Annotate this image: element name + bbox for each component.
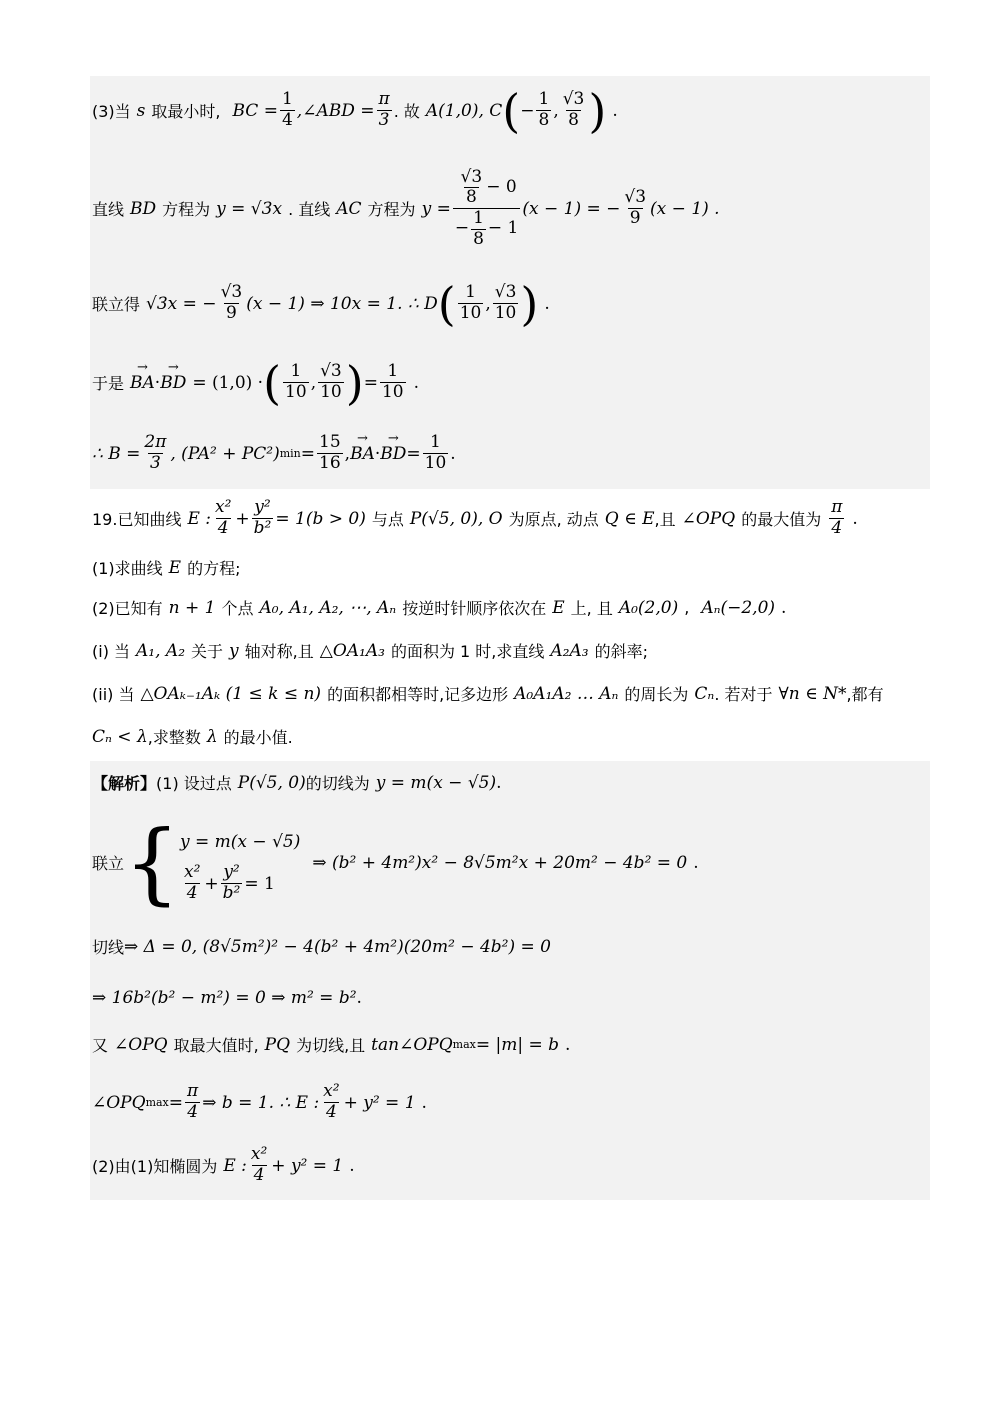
therefore-line: ∴ B = $\frac{2\pi}{3}$ , (PA² + PC²) min = $\frac{15}{16}$ , → BA · → BD = $\frac{1}{10}$ .: [92, 453, 456, 454]
question-number: 19.已知曲线: [92, 510, 182, 529]
text: .: [413, 372, 419, 393]
text: 的切线为: [305, 774, 370, 793]
text: .: [544, 293, 550, 314]
fraction: $\frac{\pi}{3}$: [378, 89, 390, 130]
fraction: $\frac{2\pi}{3}$: [144, 432, 167, 473]
text: 为切线,且: [296, 1036, 366, 1055]
text: 方程为: [367, 200, 416, 219]
math: −: [520, 100, 535, 121]
vector-ba: → BA: [350, 444, 375, 464]
text: 于是: [92, 374, 125, 393]
text: .: [496, 772, 502, 793]
math: n + 1: [168, 597, 216, 618]
text: 与点: [371, 510, 404, 529]
fraction: $\frac{1}{8}$: [538, 89, 550, 130]
question-19-line: [92, 497, 858, 538]
fraction: $\frac{\pi}{4}$: [831, 497, 843, 538]
math: P(√5, 0), O: [409, 508, 503, 529]
text: .: [565, 1034, 571, 1055]
math: ∴ B =: [92, 443, 141, 464]
fraction: $\frac{√3}{10}$: [320, 361, 342, 402]
math: Cₙ: [694, 683, 715, 704]
math: + y² = 1: [343, 1092, 416, 1113]
analysis-implies: [92, 987, 362, 1008]
math: A₂A₃: [550, 640, 589, 661]
fraction: $\frac{√3}{9}$: [624, 187, 647, 228]
text: 联立得: [92, 295, 141, 314]
text: .: [421, 1092, 427, 1113]
text: (2)已知有: [92, 599, 163, 618]
text: 的最大值为: [741, 510, 822, 529]
text: .: [693, 852, 699, 873]
text: 上, 且: [570, 599, 613, 618]
math: A₀A₁A₂ … Aₙ: [514, 683, 619, 704]
text: (i) 当: [92, 642, 131, 661]
math: = (1,0) ·: [192, 372, 264, 393]
fraction: $\frac{√3}{10}$: [494, 282, 517, 323]
equation-system: y = m(x − √5) $\frac{\text{x²}}{4}$ + $\frac{\text{y²}}{\text{b²}}$ = 1: [180, 832, 301, 903]
math: A₀(2,0): [618, 597, 679, 618]
text: 的最小值.: [223, 728, 293, 747]
text: 为原点, 动点: [508, 510, 599, 529]
fraction: $\frac{\text{x²}}{4}$: [215, 497, 232, 538]
math: Cₙ < λ: [92, 726, 148, 747]
math: (x − 1) = −: [522, 198, 621, 219]
q19-part1: [92, 557, 241, 578]
compound-fraction: $\frac{√3}{8}$ − 0 − $\frac{1}{8}$ − 1: [454, 166, 519, 249]
text: 方程为: [162, 200, 211, 219]
text: 联立: [92, 854, 125, 873]
math: Q ∈ E: [604, 508, 655, 529]
analysis-label: 【解析】: [92, 774, 157, 793]
math: =: [168, 1092, 184, 1113]
math: E :: [223, 1155, 247, 1176]
text: 的面积都相等时,记多边形: [327, 685, 509, 704]
text: .: [852, 508, 858, 529]
text: ,求整数: [147, 728, 201, 747]
math: tan∠OPQ: [371, 1034, 453, 1055]
math: =: [363, 372, 378, 393]
math: = 1(b > 0): [275, 508, 366, 529]
math: P(√5, 0): [237, 772, 306, 793]
math: PQ: [264, 1034, 291, 1055]
text: 的斜率;: [594, 642, 648, 661]
math: A₀, A₁, A₂, ⋯, Aₙ: [259, 597, 397, 618]
vector-bd: → BD: [160, 373, 186, 393]
math: AC: [336, 198, 362, 219]
math: +: [235, 508, 250, 529]
math: ∠OPQ: [92, 1092, 146, 1113]
math: y = √3x: [216, 198, 283, 219]
part3-intro-line: (3)当 s 取最小时, BC = $\frac{1}{4}$ ,∠ABD = $\frac{\pi}{3}$ . 故 A(1,0), C ( − $\frac{1}{8}$ , $\frac{√3}{8}$ ) .: [92, 83, 618, 138]
fraction: $\frac{\pi}{4}$: [187, 1081, 199, 1122]
text: ,且: [654, 510, 676, 529]
text: 关于: [191, 642, 224, 661]
math: + y² = 1: [271, 1155, 344, 1176]
math: Aₙ(−2,0): [701, 597, 776, 618]
text: (ii) 当: [92, 685, 135, 704]
analysis-part2: [92, 1144, 355, 1185]
left-brace: {: [124, 810, 181, 914]
text: (3)当: [92, 102, 131, 121]
math: y: [229, 640, 239, 661]
text: 按逆时针顺序依次在: [402, 599, 547, 618]
math: = |m| = b: [475, 1034, 560, 1055]
math: (x − 1) ⇒ 10x = 1. ∴ D: [246, 293, 438, 314]
text: . 故: [393, 102, 420, 121]
math: y = m(x − √5): [375, 772, 497, 793]
analysis-part1: [92, 772, 502, 793]
math: A(1,0), C: [425, 100, 503, 121]
fraction: $\frac{1}{10}$: [381, 361, 404, 402]
q19-part2-ii: [92, 683, 884, 704]
q19-part2-i: [92, 640, 648, 661]
q19-part2-ii-cont: [92, 726, 293, 747]
yushi-line: 于是 → BA · → BD = (1,0) · ( $\frac{1}{10}$ , $\frac{√3}{10}$ ) = $\frac{1}{10}$ .: [92, 382, 419, 383]
math: BC =: [232, 100, 278, 121]
analysis-you: [92, 1034, 571, 1055]
math: ∠OPQ: [681, 508, 736, 529]
text: 的周长为: [624, 685, 689, 704]
math: △OA₁A₃: [319, 640, 385, 661]
text: (1) 设过点: [156, 774, 232, 793]
math: ∀n ∈ N*: [778, 683, 847, 704]
math: λ: [206, 726, 218, 747]
fraction: $\frac{\text{x²}}{4}$: [250, 1144, 268, 1185]
math: E: [168, 557, 182, 578]
math: (x − 1) .: [650, 198, 720, 219]
text: . 若对于: [714, 685, 773, 704]
math: ⇒ (b² + 4m²)x² − 8√5m²x + 20m² − 4b² = 0: [312, 852, 688, 873]
text: 又: [92, 1036, 109, 1055]
math: E :: [187, 508, 211, 529]
text: ,都有: [846, 685, 884, 704]
text: .: [349, 1155, 355, 1176]
lianli-line: 联立得 √3x = − $\frac{√3}{9}$ (x − 1) ⇒ 10x = 1. ∴ D ( $\frac{1}{10}$ , $\frac{√3}{10}$ ) .: [92, 276, 550, 331]
fraction: $\frac{1}{10}$: [424, 432, 447, 473]
analysis-conclusion: [92, 1081, 427, 1122]
math: =: [406, 443, 421, 464]
text: .: [612, 100, 618, 121]
text: ,: [684, 598, 690, 617]
subscript: max: [452, 1038, 476, 1051]
text: 直线: [92, 200, 125, 219]
q19-part2: [92, 597, 787, 618]
text: (1)求曲线: [92, 559, 163, 578]
math: y =: [421, 198, 451, 219]
text: .: [450, 443, 456, 464]
math: ,∠ABD =: [296, 100, 375, 121]
math: E: [552, 597, 565, 618]
fraction: $\frac{\text{y²}}{\text{b²}}$: [253, 497, 272, 538]
math-var: s: [136, 100, 146, 121]
math: , (PA² + PC²): [170, 443, 280, 464]
fraction: $\frac{√3}{9}$: [220, 282, 243, 323]
line-bd-ac: [92, 166, 720, 249]
math: =: [300, 443, 316, 464]
math: A₁, A₂: [136, 640, 186, 661]
fraction: $\frac{15}{16}$: [319, 432, 341, 473]
text: (2)由(1)知椭圆为: [92, 1157, 218, 1176]
analysis-system: [92, 810, 699, 914]
text: .: [781, 597, 787, 618]
fraction: $\frac{√3}{8}$: [562, 89, 585, 130]
fraction: $\frac{1}{10}$: [459, 282, 482, 323]
math: √3x = −: [146, 293, 217, 314]
analysis-tangent: [92, 936, 551, 957]
text: 取最小时,: [151, 102, 221, 121]
fraction: $\frac{1}{10}$: [285, 361, 307, 402]
vector-bd: → BD: [380, 444, 406, 464]
math: ⇒ b = 1. ∴ E :: [202, 1092, 320, 1113]
text: 取最大值时,: [173, 1036, 259, 1055]
subscript: max: [145, 1096, 169, 1109]
text: 的面积为 1 时,求直线: [390, 642, 545, 661]
text: 个点: [221, 599, 254, 618]
vector-ba: → BA: [130, 373, 155, 393]
fraction: $\frac{1}{4}$: [281, 89, 293, 130]
text: 的方程;: [187, 559, 241, 578]
text: . 直线: [288, 200, 331, 219]
text: 切线: [92, 938, 125, 957]
math: ⇒ Δ = 0, (8√5m²)² − 4(b² + 4m²)(20m² − 4b²) = 0: [124, 936, 551, 957]
subscript: min: [279, 447, 301, 460]
math: △OAₖ₋₁Aₖ (1 ≤ k ≤ n): [140, 683, 322, 704]
text: .: [356, 987, 362, 1008]
math: BD: [130, 198, 157, 219]
fraction: $\frac{\text{x²}}{4}$: [323, 1081, 340, 1122]
text: 轴对称,且: [244, 642, 314, 661]
math: ∠OPQ: [114, 1034, 168, 1055]
math: ⇒ 16b²(b² − m²) = 0 ⇒ m² = b²: [92, 987, 357, 1008]
